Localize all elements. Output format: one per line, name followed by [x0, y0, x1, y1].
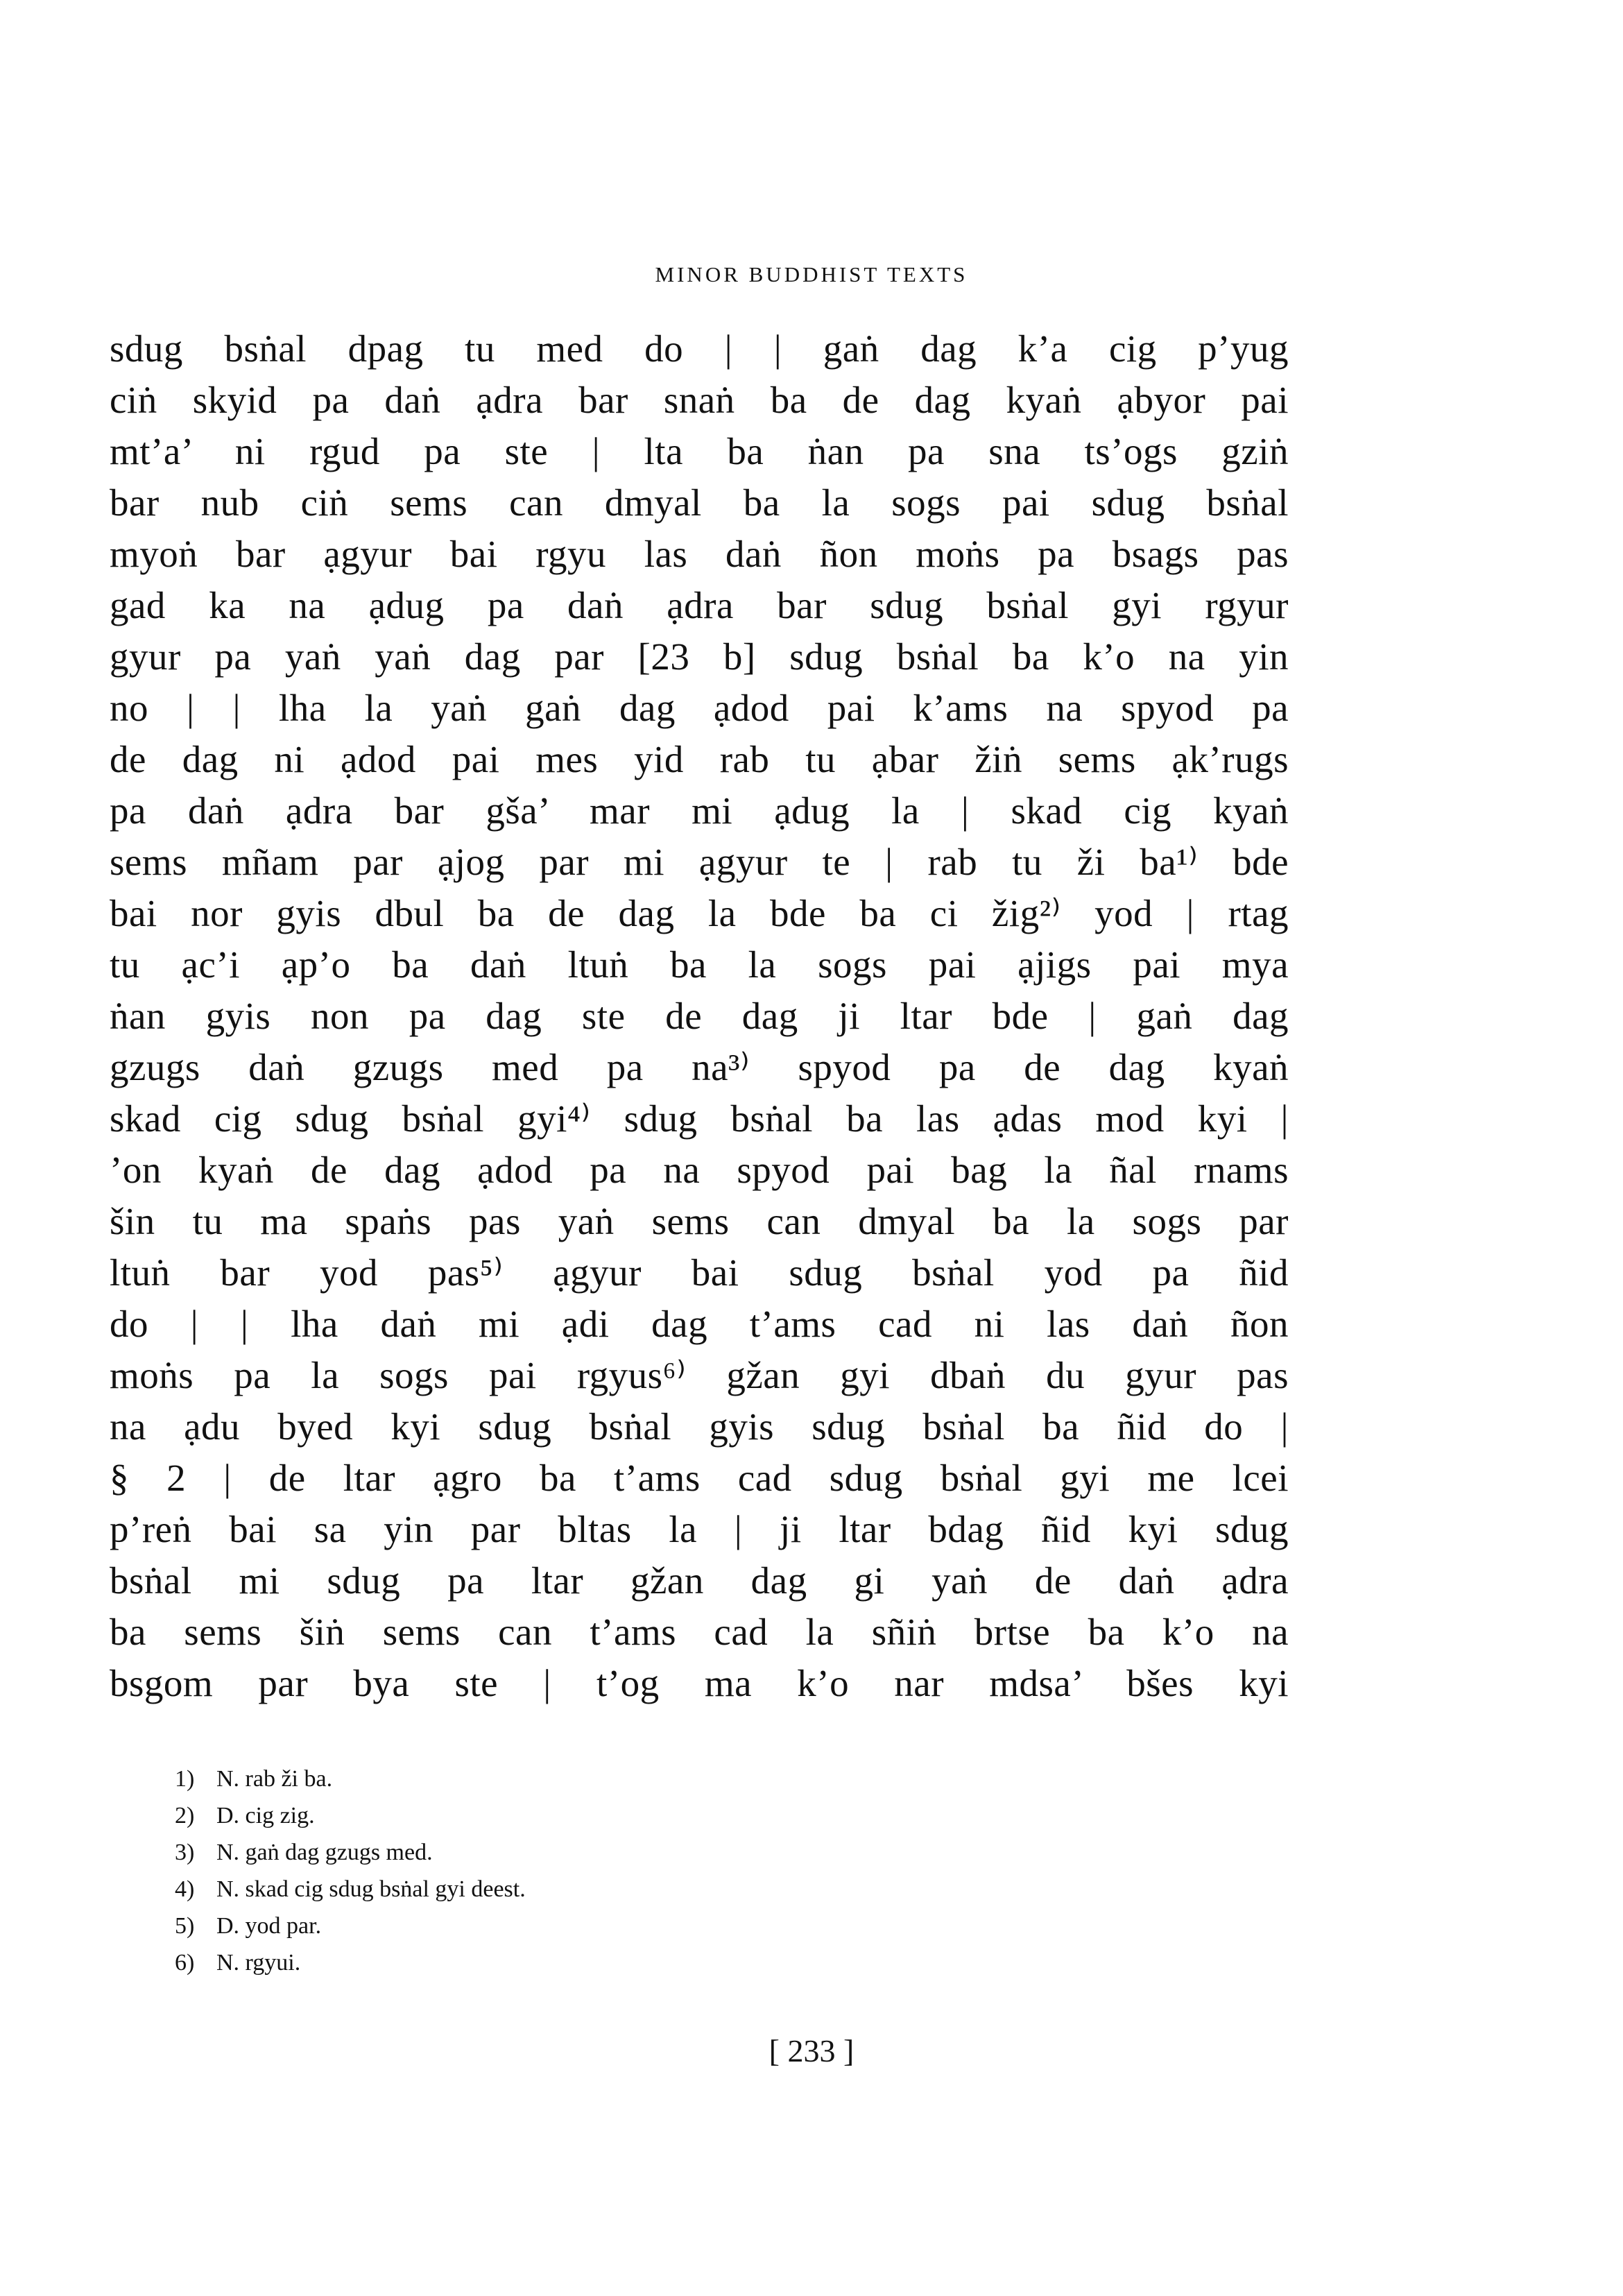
body-line: ciṅ skyid pa daṅ ạdra bar snaṅ ba de dag kyaṅ ạbyor pai — [110, 379, 1289, 421]
footnote — [175, 1908, 526, 1944]
footnote-mark: 1) — [175, 1766, 195, 1792]
page-number: [ 233 ] — [768, 2033, 855, 2068]
body-line: sems mñam par ạjog par mi ạgyur te | rab tu ži ba¹⁾ bde — [110, 841, 1289, 883]
body-line: na ạdu byed kyi sdug bsṅal gyis sdug bsṅal ba ñid do | — [110, 1405, 1289, 1448]
footnote-mark: 5) — [175, 1913, 195, 1939]
footnote — [175, 1834, 526, 1871]
body-line: no | | lha la yaṅ gaṅ dag ạdod pai k’ams na spyod pa — [110, 687, 1289, 729]
body-line: § 2 | de ltar ạgro ba t’ams cad sdug bsṅal gyi me lcei — [110, 1457, 1289, 1499]
footnote-text: N. rab ži ba. — [216, 1766, 333, 1792]
body-line: gzugs daṅ gzugs med pa na³⁾ spyod pa de dag kyaṅ — [110, 1046, 1289, 1088]
body-line: ltuṅ bar yod pas⁵⁾ ạgyur bai sdug bsṅal yod pa ñid — [110, 1251, 1289, 1294]
body-line: myoṅ bar ạgyur bai rgyu las daṅ ñon moṅs pa bsags pas — [110, 533, 1289, 575]
body-line: ’on kyaṅ de dag ạdod pa na spyod pai bag la ñal rnams — [110, 1149, 1289, 1191]
footnote-text: D. yod par. — [216, 1913, 322, 1939]
footnote-text: D. cig zig. — [216, 1803, 315, 1828]
body-line: skad cig sdug bsṅal gyi⁴⁾ sdug bsṅal ba las ạdas mod kyi | — [110, 1097, 1289, 1140]
body-line: do | | lha daṅ mi ạdi dag t’ams cad ni las daṅ ñon — [110, 1303, 1289, 1345]
body-text — [110, 323, 1289, 1709]
body-line: gyur pa yaṅ yaṅ dag par [23 b] sdug bsṅal ba k’o na yin — [110, 635, 1289, 678]
footnote — [175, 1871, 526, 1908]
body-line: de dag ni ạdod pai mes yid rab tu ạbar žiṅ sems ạk’rugs — [110, 738, 1289, 780]
body-line: gad ka na ạdug pa daṅ ạdra bar sdug bsṅal gyi rgyur — [110, 584, 1289, 626]
footnote-mark: 4) — [175, 1876, 195, 1902]
footnotes — [175, 1760, 526, 1981]
footnote — [175, 1760, 526, 1797]
body-line: mt’a’ ni rgud pa ste | lta ba ṅan pa sna ts’ogs gziṅ — [110, 430, 1289, 472]
body-line: bsṅal mi sdug pa ltar gžan dag gi yaṅ de daṅ ạdra — [110, 1559, 1289, 1602]
body-line: sdug bsṅal dpag tu med do | | gaṅ dag k’a cig p’yug — [110, 327, 1289, 370]
body-line: ba sems šiṅ sems can t’ams cad la sñiṅ brtse ba k’o na — [110, 1611, 1289, 1653]
footnote-text: N. skad cig sdug bsṅal gyi deest. — [216, 1876, 526, 1902]
running-head: MINOR BUDDHIST TEXTS — [655, 262, 968, 286]
body-line: bar nub ciṅ sems can dmyal ba la sogs pai sdug bsṅal — [110, 481, 1289, 524]
footnote-mark: 2) — [175, 1803, 195, 1828]
footnote-mark: 3) — [175, 1840, 195, 1865]
footnote — [175, 1944, 526, 1981]
body-line: p’reṅ bai sa yin par bltas la | ji ltar bdag ñid kyi sdug — [110, 1508, 1289, 1550]
footnote — [175, 1797, 526, 1834]
footnote-text: N. rgyui. — [216, 1950, 301, 1976]
body-line: moṅs pa la sogs pai rgyus⁶⁾ gžan gyi dbaṅ du gyur pas — [110, 1354, 1289, 1396]
footnote-text: N. gaṅ dag gzugs med. — [216, 1840, 433, 1865]
body-line: šin tu ma spaṅs pas yaṅ sems can dmyal ba la sogs par — [110, 1200, 1289, 1242]
footnote-mark: 6) — [175, 1950, 195, 1976]
body-line: tu ạc’i ạp’o ba daṅ ltuṅ ba la sogs pai ạjigs pai mya — [110, 943, 1289, 986]
body-line: pa daṅ ạdra bar gša’ mar mi ạdug la | skad cig kyaṅ — [110, 789, 1289, 832]
body-line: bai nor gyis dbul ba de dag la bde ba ci žig²⁾ yod | rtag — [110, 892, 1289, 934]
body-line: bsgom par bya ste | t’og ma k’o nar mdsa’ bšes kyi — [110, 1662, 1289, 1704]
body-line: ṅan gyis non pa dag ste de dag ji ltar bde | gaṅ dag — [110, 995, 1289, 1037]
